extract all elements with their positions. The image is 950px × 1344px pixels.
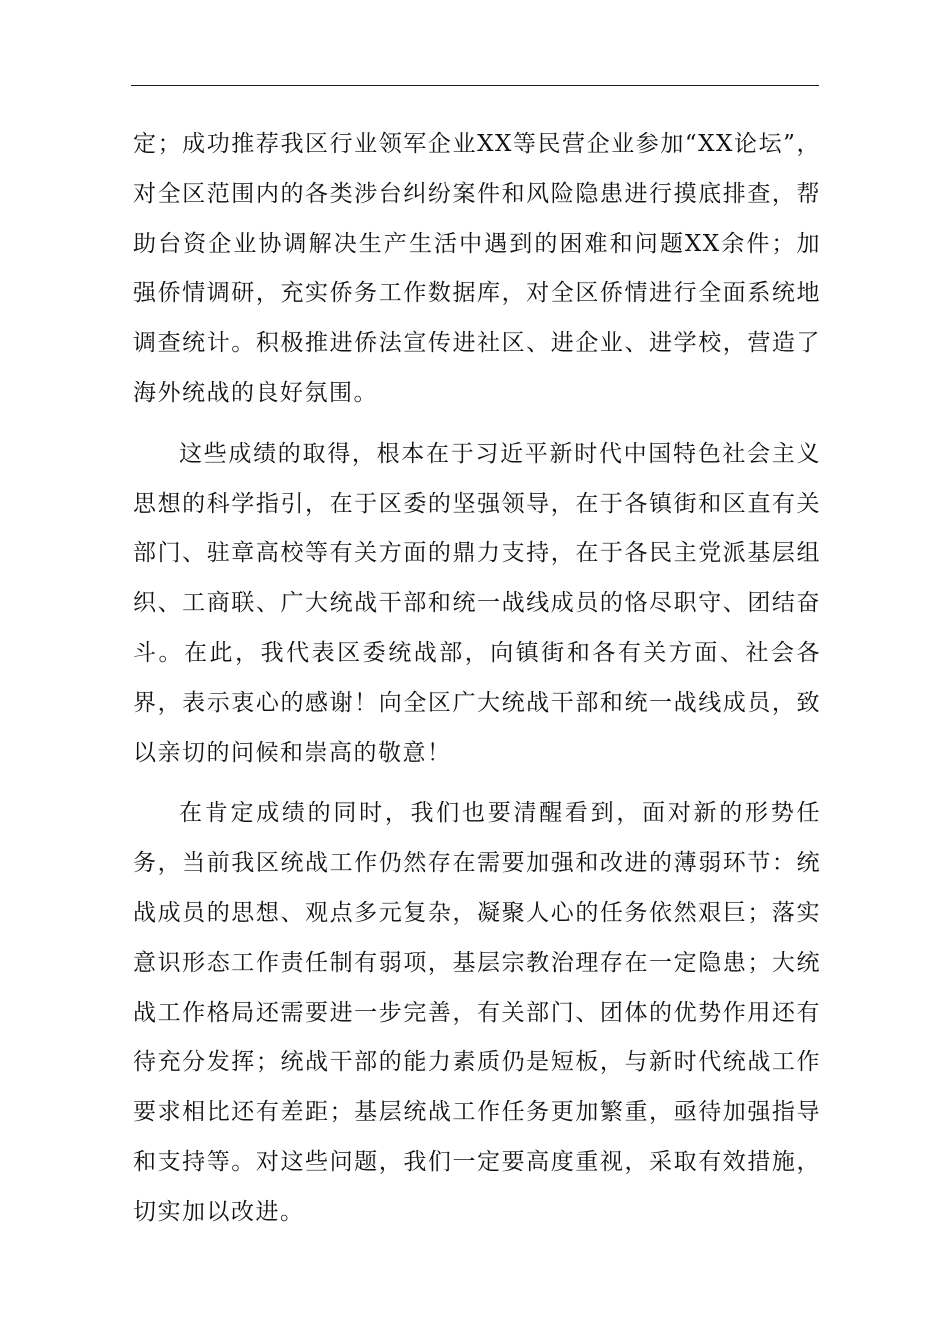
paragraph-achievements-source: 这些成绩的取得，根本在于习近平新时代中国特色社会主义思想的科学指引，在于区委的坚强领导，在于各镇街和区直有关部门、驻章高校等有关方面的鼎力支持，在于各民主党派基层组织、工商联、广大统战干部和统一战线成员的恪尽职守、团结奋斗。在此，我代表区委统战部，向镇街和各有关方面、社会各界，表示衷心的感谢！向全区广大统战干部和统一战线成员，致以亲切的问候和崇高的敬意！	[133, 440, 821, 766]
document-body	[133, 120, 821, 1238]
header-rule	[131, 85, 819, 86]
paragraph-weaknesses: 在肯定成绩的同时，我们也要清醒看到，面对新的形势任务，当前我区统战工作仍然存在需要加强和改进的薄弱环节：统战成员的思想、观点多元复杂，凝聚人心的任务依然艰巨；落实意识形态工作责任制有弱项，基层宗教治理存在一定隐患；大统战工作格局还需要进一步完善，有关部门、团体的优势作用还有待充分发挥；统战干部的能力素质仍是短板，与新时代统战工作要求相比还有差距；基层统战工作任务更加繁重，亟待加强指导和支持等。对这些问题，我们一定要高度重视，采取有效措施，切实加以改进。	[133, 800, 821, 1225]
paragraph-continuation: 定；成功推荐我区行业领军企业XX等民营企业参加“XX论坛”，对全区范围内的各类涉台纠纷案件和风险隐患进行摸底排查，帮助台资企业协调解决生产生活中遇到的困难和问题XX余件；加强侨情调研，充实侨务工作数据库，对全区侨情进行全面系统地调查统计。积极推进侨法宣传进社区、进企业、进学校，营造了海外统战的良好氛围。	[133, 131, 821, 406]
